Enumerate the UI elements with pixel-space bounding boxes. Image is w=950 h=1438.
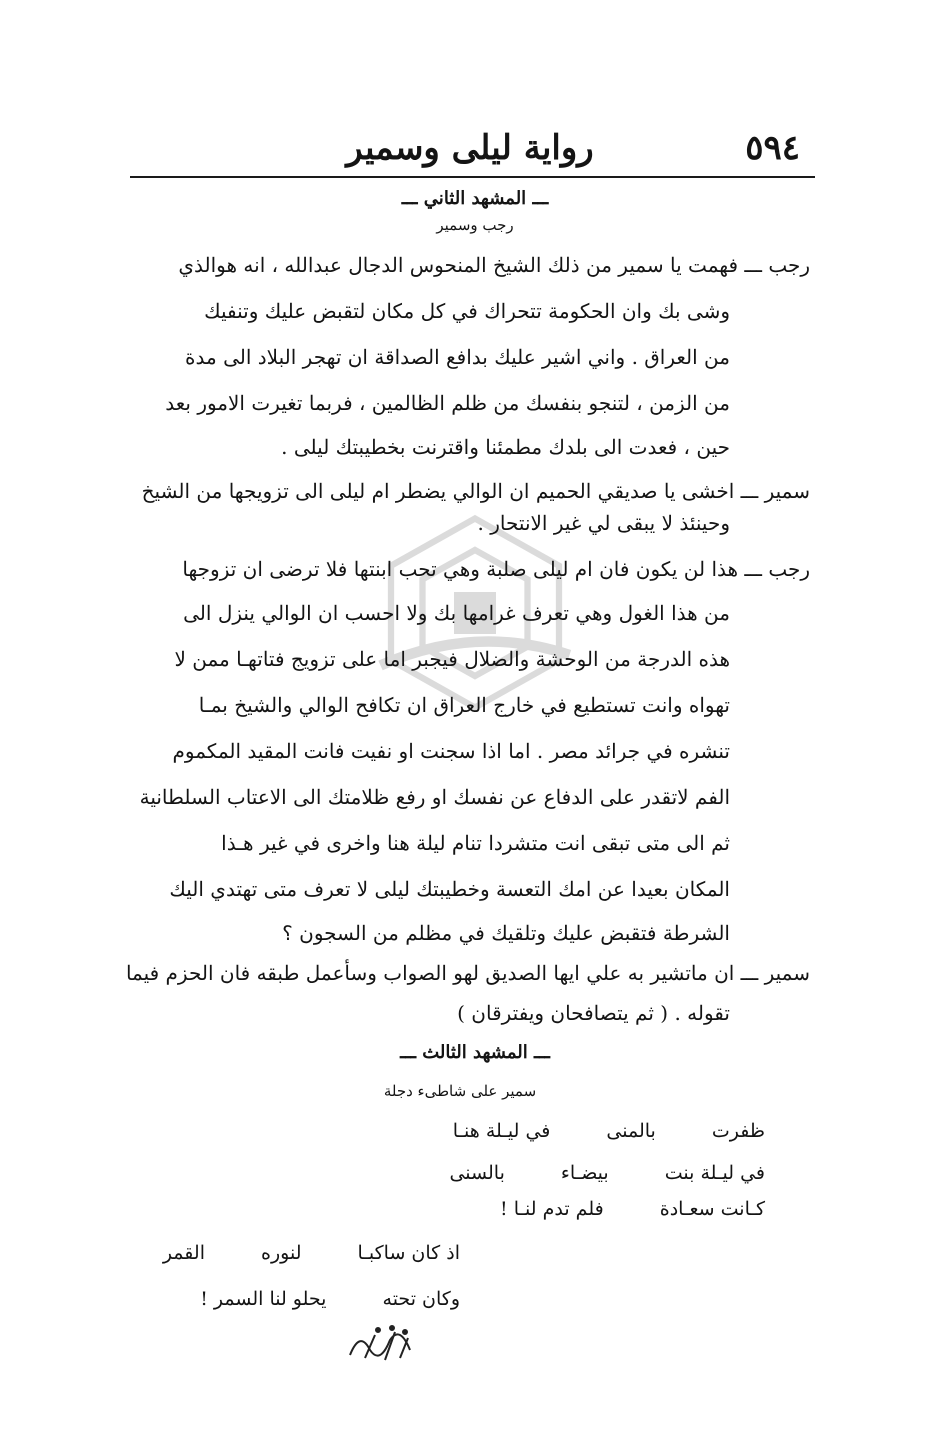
scene-2-characters: رجب وسمير <box>436 216 514 234</box>
poem-line <box>150 1286 460 1312</box>
text-line: سمير ـــ ان ماتشير به علي ايها الصديق لهو الصواب وسأعمل طبقه فان الحزم فيما <box>125 961 810 985</box>
text-line: وحينئذ لا يبقى لي غير الانتحار . <box>477 511 730 535</box>
text-line: تقوله . ( ثم يتصافحان ويفترقان ) <box>457 1001 730 1025</box>
text-line: حين ، فعدت الى بلدك مطمئنا واقترنت بخطيبتك ليلى . <box>281 435 730 459</box>
end-ornament <box>330 1320 440 1370</box>
scene-3-title: ـــ المشهد الثالث ـــ <box>400 1042 550 1063</box>
header-rule <box>130 176 815 178</box>
poem-segment: فلم تدم لنـا ! <box>500 1198 604 1220</box>
text-line: ثم الى متى تبقى انت متشردا تنام ليلة هنا واخرى في غير هـذا <box>221 831 730 855</box>
text-line: الشرطة فتقبض عليك وتلقيك في مظلم من السجون ؟ <box>282 921 730 945</box>
poem-segment: لنوره <box>261 1242 302 1264</box>
text-line: من الزمن ، لتنجو بنفسك من ظلم الظالمين ، فربما تغيرت الامور بعد <box>165 391 730 415</box>
text-line: المكان بعيدا عن امك التعسة وخطيبتك ليلى لا تعرف متى تهتدي اليك <box>169 877 730 901</box>
page-number: ٥٩٤ <box>745 128 800 168</box>
poem-segment: في ليـلة هنـا <box>452 1120 551 1142</box>
poem-line <box>450 1196 765 1222</box>
poem-line <box>113 1240 460 1266</box>
text-line: تهواه وانت تستطيع في خارج العراق ان تكافح الوالي والشيخ بمـا <box>198 693 730 717</box>
poem-segment: يحلو لنا السمر ! <box>200 1288 327 1310</box>
text-line: وشى بك وان الحكومة تتحراك في كل مكان لتقبض عليك وتنفيك <box>204 299 730 323</box>
poem-segment: اذ كان ساكبـا <box>357 1242 460 1264</box>
text-line: هذه الدرجة من الوحشة والضلال فيجبر اما على تزويج فتاتهـا ممن لا <box>174 647 730 671</box>
text-line: رجب ـــ هذا لن يكون فان ام ليلى صلبة وهي تحب ابنتها فلا ترضى ان تزوجها <box>182 557 810 581</box>
page-header <box>140 128 800 178</box>
poem-segment: القمر <box>162 1242 205 1264</box>
text-line: رجب ـــ فهمت يا سمير من ذلك الشيخ المنحوس الدجال عبدالله ، انه هوالذي <box>178 253 810 277</box>
text-line: سمير ـــ اخشى يا صديقي الحميم ان الوالي يضطر ام ليلى الى تزويجها من الشيخ <box>141 479 810 503</box>
poem-line <box>403 1118 765 1144</box>
poem-segment: بيضـاء <box>560 1162 609 1184</box>
text-line: من هذا الغول وهي تعرف غرامها بك ولا احسب ان الوالي ينزل الى <box>183 601 730 625</box>
running-title: رواية ليلى وسمير <box>346 128 594 168</box>
poem-segment: ظفرت <box>711 1120 765 1142</box>
poem-segment: وكان تحته <box>382 1288 460 1310</box>
text-line: الفم لاتقدر على الدفاع عن نفسك او رفع ظلامتك الى الاعتاب السلطانية <box>139 785 730 809</box>
scene-2-title: ـــ المشهد الثاني ـــ <box>401 188 549 209</box>
text-line: من العراق . واني اشير عليك بدافع الصداقة ان تهجر البلاد الى مدة <box>185 345 730 369</box>
poem-segment: بالمنى <box>606 1120 656 1142</box>
poem-segment: كـانت سعـادة <box>659 1198 765 1220</box>
poem-line <box>399 1160 765 1186</box>
scene-3-stage-direction: سمير على شاطىء دجلة <box>383 1082 537 1100</box>
poem-segment: في ليـلة بنت <box>664 1162 765 1184</box>
poem-segment: بالسنى <box>449 1162 505 1184</box>
text-line: تنشره في جرائد مصر . اما اذا سجنت او نفيت فانت المقيد المكموم <box>172 739 730 763</box>
